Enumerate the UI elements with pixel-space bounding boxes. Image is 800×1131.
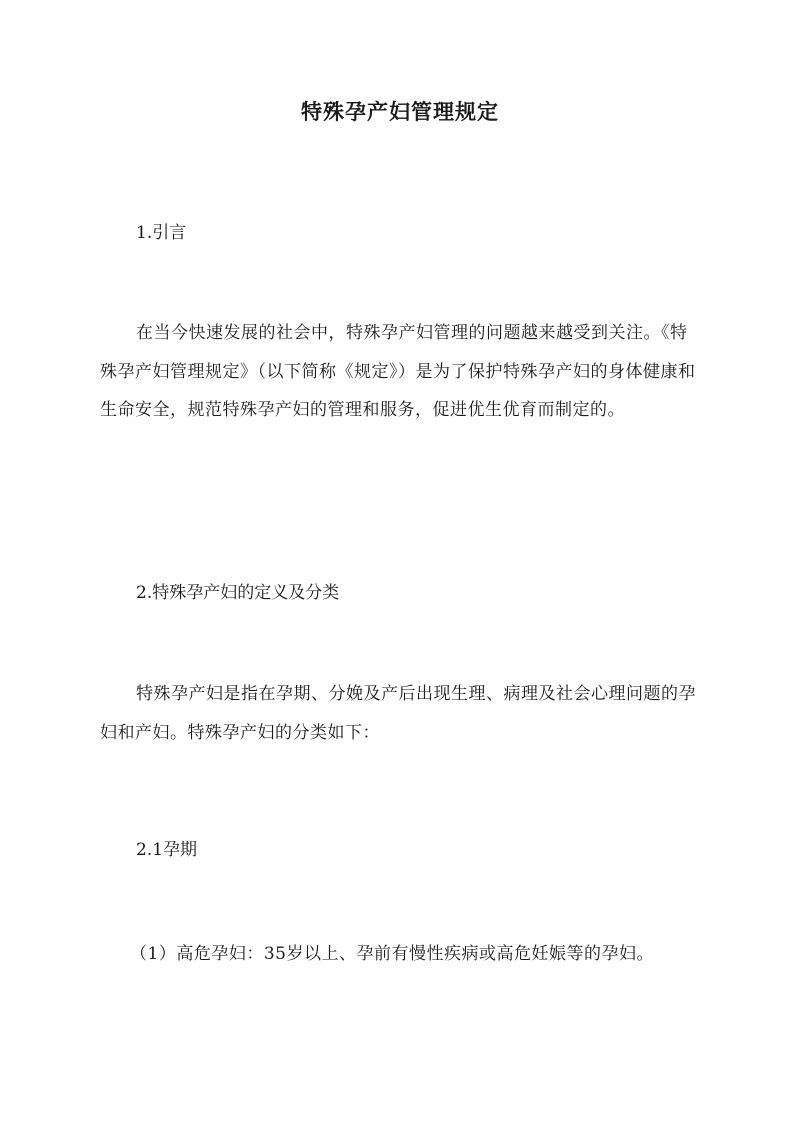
list-item-high-risk: （1）高危孕妇：35岁以上、孕前有慢性疾病或高危妊娠等的孕妇。 [130,944,654,964]
definition-paragraph: 特殊孕产妇是指在孕期、分娩及产后出现生理、病理及社会心理问题的孕妇和产妇。特殊孕产妇的分类如下： [100,684,696,743]
section-heading-definition: 2.特殊孕产妇的定义及分类 [136,583,340,603]
document-title: 特殊孕产妇管理规定 [301,99,499,124]
section-heading-introduction: 1.引言 [136,223,187,243]
subsection-heading-pregnancy: 2.1孕期 [136,840,198,860]
introduction-paragraph: 在当今快速发展的社会中，特殊孕产妇管理的问题越来越受到关注。《特殊孕产妇管理规定》（以下简称《规定》）是为了保护特殊孕产妇的身体健康和生命安全，规范特殊孕产妇的管理和服务，促进优生优育而制定的。 [100,323,696,420]
